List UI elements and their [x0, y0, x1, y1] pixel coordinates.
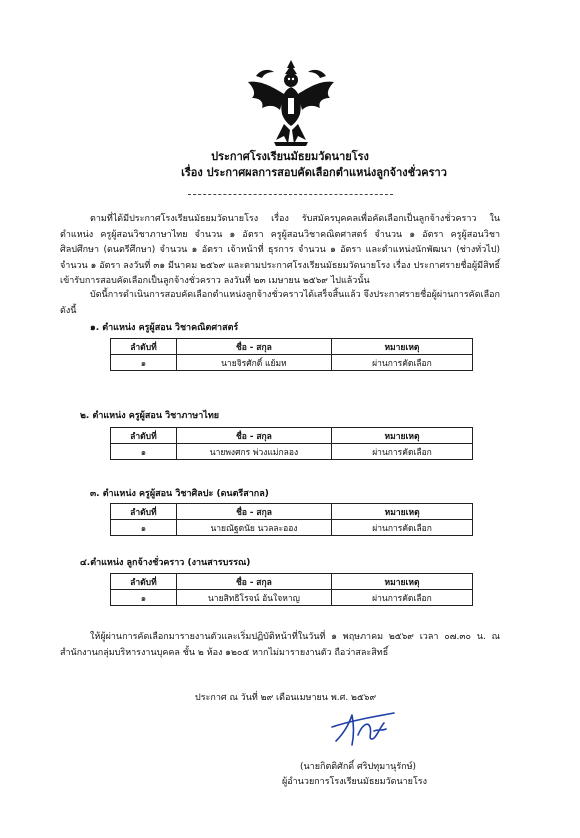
- divider: [188, 194, 393, 195]
- cell-note: ผ่านการคัดเลือก: [332, 444, 473, 460]
- cell-order: ๑: [111, 444, 177, 460]
- table-header-row: [111, 339, 473, 355]
- section-heading: ๔.ตำแหน่ง ลูกจ้างชั่วคราว (งานสารบรรณ): [80, 558, 251, 568]
- cell-name: นายณัฐดนัย นวลละออง: [176, 520, 331, 536]
- signer-name: (นายกิตติศักดิ์ ศริปทุมานุรักษ์): [300, 762, 417, 772]
- report-paragraph: ให้ผู้ผ่านการคัดเลือกมารายงานตัวและเริ่มปฏิบัติหน้าที่ในวันที่ ๑ พฤษภาคม ๒๕๖๙ เวลา ๐๗.๓๐ น. ณ สำนักงานกลุ่มบริหารงานบุคคล ชั้น ๒ ห้อง ๑๒๐๕ หากไม่มารายงานตัว ถือว่าสละสิทธิ์: [60, 632, 500, 658]
- result-paragraph: บัดนี้การดำเนินการสอบคัดเลือกตำแหน่งลูกจ้างชั่วคราวได้เสร็จสิ้นแล้ว จึงประกาศรายชื่อผู้ผ่านการคัดเลือก ดังนี้: [60, 290, 500, 316]
- table-row: [111, 520, 473, 536]
- cell-note: ผ่านการคัดเลือก: [332, 520, 473, 536]
- column-header-order: ลำดับที่: [111, 339, 177, 355]
- table-header-row: [111, 574, 473, 590]
- table-row: [111, 590, 473, 606]
- column-header-order: ลำดับที่: [111, 504, 177, 520]
- cell-name: นายพงศกร พ่วงแม่กลอง: [176, 444, 331, 460]
- signature-image: [328, 705, 398, 750]
- column-header-name: ชื่อ - สกุล: [176, 428, 331, 444]
- column-header-name: ชื่อ - สกุล: [176, 339, 331, 355]
- column-header-note: หมายเหตุ: [332, 428, 473, 444]
- column-header-name: ชื่อ - สกุล: [176, 504, 331, 520]
- cell-note: ผ่านการคัดเลือก: [331, 590, 472, 606]
- section-heading: ๓. ตำแหน่ง ครูผู้สอน วิชาศิลปะ (ดนตรีสากล): [90, 489, 269, 499]
- garuda-emblem-icon: [244, 58, 338, 148]
- column-header-name: ชื่อ - สกุล: [176, 574, 331, 590]
- column-header-note: หมายเหตุ: [332, 504, 473, 520]
- column-header-note: หมายเหตุ: [331, 574, 472, 590]
- result-table: [110, 503, 473, 536]
- cell-name: นายสิทธิโรจน์ อ้นใจหาญ: [176, 590, 331, 606]
- cell-order: ๑: [111, 355, 177, 371]
- result-table: [110, 427, 473, 460]
- result-table: [110, 573, 473, 606]
- column-header-note: หมายเหตุ: [331, 339, 472, 355]
- section-heading: ๒. ตำแหน่ง ครูผู้สอน วิชาภาษาไทย: [80, 411, 220, 421]
- cell-name: นายจิรศักดิ์ แย้มห: [176, 355, 331, 371]
- result-table: [110, 338, 473, 371]
- cell-note: ผ่านการคัดเลือก: [331, 355, 472, 371]
- document-title: ประกาศโรงเรียนมัธยมวัดนายโรง: [211, 150, 369, 163]
- table-header-row: [111, 428, 473, 444]
- column-header-order: ลำดับที่: [111, 428, 177, 444]
- document-subject: เรื่อง ประกาศผลการสอบคัดเลือกตำแหน่งลูกจ้างชั่วคราว: [181, 166, 447, 179]
- column-header-order: ลำดับที่: [111, 574, 177, 590]
- cell-order: ๑: [111, 520, 177, 536]
- intro-paragraph: ตามที่ได้มีประกาศโรงเรียนมัธยมวัดนายโรง เรื่อง รับสมัครบุคคลเพื่อคัดเลือกเป็นลูกจ้างชั่วคราว ในตำแหน่ง ครูผู้สอนวิชาภาษาไทย จำนวน ๑ อัตรา ครูผู้สอนวิชาคณิตศาสตร์ จำนวน ๑ อัตรา ครูผู้สอนวิชาศิลปศึกษา (ดนตรีศึกษา) จำนวน ๑ อัตรา เจ้าหน้าที่ ธุรการ จำนวน ๑ อัตรา และตำแหน่งนักพัฒนา (ช่างทั่วไป) จำนวน ๑ อัตรา ลงวันที่ ๓๑ มีนาคม ๒๕๖๙ และตามประกาศโรงเรียนมัธยมวัดนายโรง เรื่อง ประกาศรายชื่อผู้มีสิทธิ์เข้ารับการสอบคัดเลือกเป็นลูกจ้างชั่วคราว ลงวันที่ ๒๓ เมษายน ๒๕๖๙ ไปแล้วนั้น: [60, 214, 500, 286]
- announcement-date: ประกาศ ณ วันที่ ๒๙ เดือนเมษายน พ.ศ. ๒๕๖๙: [195, 693, 377, 703]
- table-header-row: [111, 504, 473, 520]
- table-row: [111, 355, 473, 371]
- section-heading: ๑. ตำแหน่ง ครูผู้สอน วิชาคณิตศาสตร์: [90, 323, 239, 333]
- table-row: [111, 444, 473, 460]
- signer-position: ผู้อำนวยการโรงเรียนมัธยมวัดนายโรง: [282, 777, 428, 787]
- cell-order: ๑: [111, 590, 177, 606]
